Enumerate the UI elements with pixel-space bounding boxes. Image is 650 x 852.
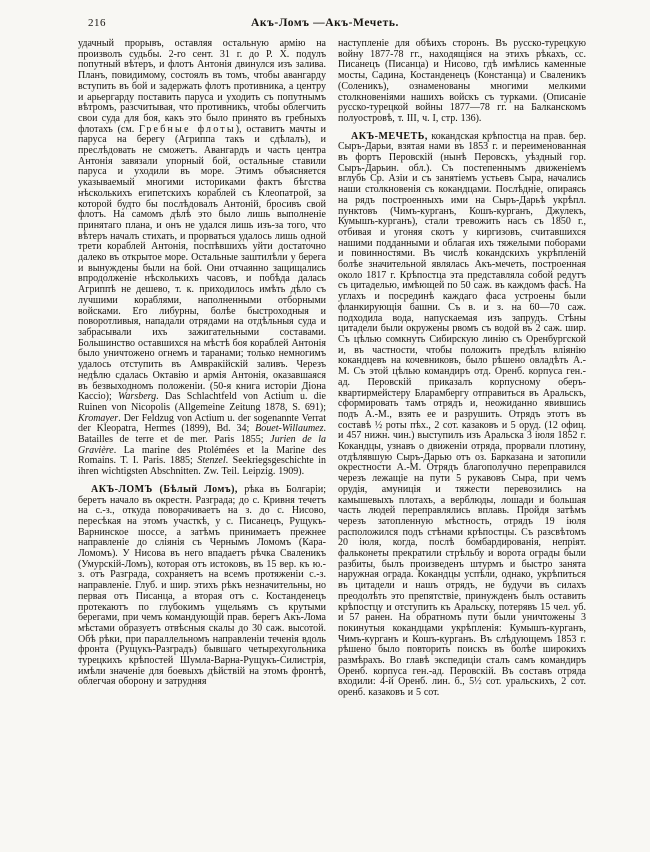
text-run: . Seekriegsgeschichte in ihren wichtigsten Abschnitten. Zw. Teil. Leipzig. 1909). bbox=[78, 455, 326, 478]
text-columns bbox=[78, 39, 586, 699]
text-run: Jurien de la Gravière bbox=[78, 434, 326, 456]
page-header bbox=[0, 17, 650, 33]
text-run: . Das Schlachtfeld von Actium u. die Ruinen von Nicopolis (Allgemeine Zeitung 1878, S. 691); bbox=[78, 391, 327, 413]
text-run: Bouet-Willaumez bbox=[255, 423, 324, 435]
text-run: рѣка въ Болгаріи; беретъ начало въ окрестн. Разграда; до с. Кривня течетъ на с.-з., откуда поворачиваетъ на з. до с. Нисово, пересѣкая на этомъ участкѣ, у с. Писанецъ, Рущукъ-Варнинское шоссе, а затѣмъ принимаетъ прежнее направленіе до сліянія съ Чернымъ Ломомъ (Кара-Ломомъ). У Нисова въ него впадаетъ рѣчка Сваленикъ (Умурскій-Ломъ), которая отъ истоковъ, въ 15 вер. къ ю.-з. отъ Разграда, сохраняетъ на всемъ протяженіи с.-з. направленіе. Глуб. и шир. этихъ рѣкъ незначительны, но первая отъ Писанца, а вторая отъ с. Костанденецъ протекаютъ по глубокимъ ущельямъ съ крутыми берегами, при чемъ командующій прав. берегъ Акъ-Лома мѣстами образуетъ отвѣсныя скалы до 30 саж. высотой. Обѣ рѣки, при параллельномъ направленіи теченія вдоль фронта (Рущукъ-Разградъ) бывшаго четырехугольника турецкихъ крѣпостей Шумла-Варна-Рущукъ-Силистрія, имѣли значеніе для боевыхъ дѣйствій на этомъ фронтѣ, облегчая оборону и затрудняя bbox=[78, 483, 326, 688]
page-number: 216 bbox=[88, 17, 106, 29]
text-run: ), оставитъ мачты и паруса на берегу (Агриппа такъ и сдѣлалъ), и преслѣдовать не сможетъ. Авангардъ и часть центра Антонія завязали упорный бой, остальные ставили паруса и уходили въ море. Этимъ объясняется указываемый многими историками фактъ бѣгства нѣсколькихъ египетскихъ кораблей съ Клеопатрой, за которой будто бы послѣдовалъ Антоній, бросивъ свой флотъ. На самомъ дѣлѣ это было лишь выполненіе принятаго плана, и онъ не удался лишь изъ-за того, что вѣтеръ началъ стихать, и прорваться удалось лишь одной трети кораблей Антонія, поспѣвшихъ уйти достаточно далеко въ открытое море. Остальные заштилѣли у берега и вынуждены были на бой. Они отчаянно защищались впродолженіе нѣсколькихъ часовъ, и побѣда далась Агриппѣ не дешево, т. к. приходилось имѣть дѣло съ лучшими кораблями, наполненными отборными войсками. Его либурны, болѣе быстроходныя и поворотливыя, нападали отрядами на отдѣльныя суда и забрасывали ихъ зажигательными составами. Большинство оставшихся на мѣстѣ боя кораблей Антонія было уничтожено огнемъ и таранами; только немногимъ удалось отступить въ Амвракійскій заливъ. Черезъ недѣлю сдалась Октавію и армія Антонія, оказавшаяся въ безвыходномъ положеніи. (50-я книга исторіи Діона Кассіо); bbox=[78, 123, 326, 403]
text-paragraph bbox=[78, 39, 326, 478]
dictionary-entry-paragraph bbox=[338, 132, 586, 699]
text-run: Гребные флоты bbox=[139, 123, 236, 135]
text-run: Warsberg bbox=[118, 391, 157, 403]
dictionary-entry-paragraph bbox=[78, 485, 326, 688]
running-head-title: Акъ-Ломъ —Акъ-Мечеть. bbox=[251, 17, 399, 29]
text-run: наступленіе для обѣихъ сторонъ. Въ русско-турецкую войну 1877-78 гг., находящіяся на этихъ рѣкахъ, сс. Писанецъ (Писанца) и Нисово, гдѣ имѣлись каменные мосты, Садина, Костанденецъ (Констанца) и Сваленикъ (Соленикъ), ознаменованы многими мелкими столкновеніями нашихъ войскъ съ турками. (Описаніе русско-турецкой войны 1877—78 гг. на Балканскомъ полуостровѣ, т. III, ч. I, стр. 136). bbox=[338, 38, 586, 124]
text-paragraph bbox=[338, 39, 586, 125]
text-run: Kromayer bbox=[78, 412, 119, 424]
text-run: кокандская крѣпостца на прав. бер. Сыръ-Дарьи, взятая нами въ 1853 г. и переименованная въ фортъ Перовскій (нынѣ Перовскъ, уѣздный гор. Сыръ-Дарьин. обл.). Съ постепеннымъ движеніемъ вглубь Ср. Азіи и съ занятіемъ устьевъ Сыра, начались наши столкновенія съ кокандцами. Послѣдніе, опираясь на рядъ построенныхъ ими на Сыръ-Дарьѣ укрѣпл. пунктовъ (Чимъ-курганъ, Кошъ-курганъ, Джулекъ, Кумышъ-курганъ), стали тревожить насъ съ 1850 г., отбивая и угоняя скотъ у киргизовъ, считавшихся нашими подданными и облагая ихъ тяжелыми поборами и повинностями. Въ числѣ кокандскихъ укрѣпленій болѣе значительной являлась Акъ-мечеть, построенная около 1817 г. Крѣпостца эта представляла собой редутъ съ цитаделью, имѣющей по 50 саж. въ каждомъ фасѣ. На углахъ и посрединѣ каждаго фаса устроены были фланкирующія башни. Съ в. и з. на 60—70 саж. подходила вода, напускаемая изъ запрудъ. Стѣны цитадели были окружены рвомъ съ водой въ 2 саж. шир. Съ цѣлью сомкнуть Сибирскую линію съ Оренбургской и, въ частности, чтобы положить предѣлъ вліянію кокандцевъ на кочевниковъ, было рѣшено овладѣть А.-М. Съ этой цѣлью командиръ отд. Оренб. корпуса ген.-ад. Перовскій приказалъ корпусному оберъ-квартирмейстеру Бларамбергу отправиться въ Аральскъ, сформировать тамъ отрядъ и, неожиданно явившись подъ А.-М., взять ее и разрушить. Отрядъ этотъ въ составѣ ½ роты пѣх., 2 сот. казаковъ и 5 оруд. (12 офиц. и 457 нижн. чин.) выступилъ изъ Аральска 3 іюля 1852 г. Кокандцы, узнавъ о движеніи отряда, прорвали плотину, отдѣлявшую Сыръ-Дарью отъ оз. Барказана и затопили окрестности А.-М. Отрядъ благополучно переправился черезъ лежащіе на пути 5 рукавовъ Сыра, при чемъ орудія, амуниція и тяжести перевозились на камышевыхъ плотахъ, а верблюды, лошади и большая часть людей переправлялись вплавь. Пройдя затѣмъ черезъ затопленную мѣстность, отрядъ 19 іюля расположился подъ стѣнами крѣпостцы. Съ разсвѣтомъ 20 іюля, когда, послѣ бомбардированія, непріят. фальконеты прекратили стрѣльбу и ворота ограды были разбиты, былъ произведенъ штурмъ и быстро занята наружная ограда. Кокандцы успѣли, однако, укрѣпиться въ цитадели и нашъ отрядъ, не будучи въ силахъ преодолѣть это препятствіе, принужденъ былъ оставить крѣпостцу и отступить къ Аральску, потерявъ 15 чел. уб. и 57 ранен. На обратномъ пути были уничтожены 3 покинутыя кокандцами укрѣпленія: Кумышъ-курганъ, Чимъ-курганъ и Кошъ-курганъ. Въ слѣдующемъ 1853 г. рѣшено было повторить поискъ въ болѣе широкихъ размѣрахъ. Во главѣ экспедиціи сталъ самъ командиръ Оренб. корпуса ген.-ад. Перовскій. Въ составъ отряда входили: 4-й Оренб. лин. б., 5½ сот. уральскихъ, 2 сот. оренб. казаковъ и 5 сот. bbox=[338, 130, 586, 699]
text-run: . Batailles de terre et de mer. Paris 1855; bbox=[78, 423, 326, 446]
text-run: . La marine des Ptolémées et la Marine des Romains. T. I. Paris. 1885; bbox=[78, 444, 326, 467]
text-run: Stenzel bbox=[197, 455, 226, 467]
right-column bbox=[338, 39, 586, 699]
text-run: . Der Feldzug von Actium u. der sogenannte Verrat der Kleopatra, Hermes (1899), Bd. 34; bbox=[78, 412, 326, 435]
left-column bbox=[78, 39, 326, 699]
entry-headword: АКЪ-МЕЧЕТЬ, bbox=[351, 130, 428, 142]
text-run: удачный прорывъ, оставляя остальную армію на произволъ судьбы. 2-го сент. 31 г. до Р. Х. подулъ попутный вѣтеръ, и флотъ Антонія двинулся изъ залива. Планъ, повидимому, состоялъ въ томъ, чтобы авангарду вступить въ бой и задержать флотъ противника, а центру и арьергарду поставить паруса и уходить съ попутнымъ вѣтромъ, разсчитывая, что противникъ, чтобы облегчить свои суда для боя, какъ это было принято въ гребныхъ флотахъ (см. bbox=[78, 38, 326, 135]
entry-headword: АКЪ-ЛОМЪ (Бѣлый Ломъ), bbox=[91, 483, 238, 495]
